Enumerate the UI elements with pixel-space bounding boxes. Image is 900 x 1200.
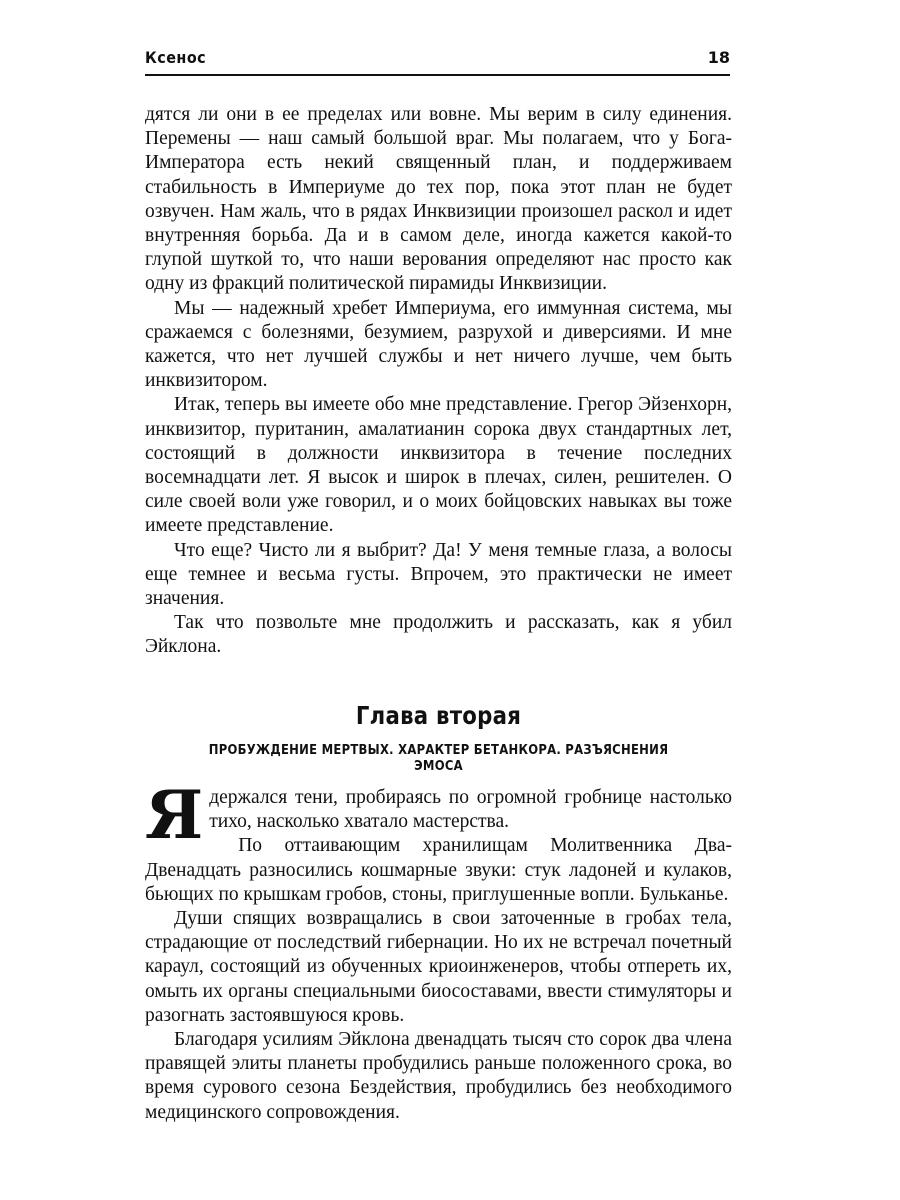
paragraph: Мы — надежный хребет Империума, его иммунная система, мы сражаемся с болезнями, безумием, разрухой и диверсиями. И мне кажется, что нет лучшей службы и нет ничего лучше, чем быть инквизитором. <box>145 297 732 392</box>
running-title: Ксенос <box>145 48 207 67</box>
paragraph: дятся ли они в ее пределах или вовне. Мы верим в силу единения. Перемены — наш самый большой враг. Мы полагаем, что у Бога-Императора есть некий священный план, и поддерживаем стабильность в Империуме до тех пор, пока этот план не будет озвучен. Нам жаль, что в рядах Инквизиции произошел раскол и идет внутренняя борьба. Да и в самом деле, иногда кажется какой-то глупой шуткой то, что наши верования определяют нас просто как одну из фракций политической пирамиды Инквизиции. <box>145 104 732 295</box>
page-header <box>145 44 730 72</box>
chapter-text <box>145 776 732 1125</box>
paragraph: Что еще? Чисто ли я выбрит? Да! У меня темные глаза, а волосы еще темнее и весьма густы. Впрочем, это практически не имеет значения. <box>145 539 732 610</box>
header-rule <box>145 74 730 76</box>
paragraph: Итак, теперь вы имеете обо мне представление. Грегор Эйзенхорн, инквизитор, пуританин, амалатианин сорока двух стандартных лет, состоящий в должности инквизитора в течение последних восемнадцати лет. Я высок и широк в плечах, силен, решителен. О силе своей воли уже говорил, и о моих бойцовских навыках вы тоже имеете представление. <box>145 394 732 537</box>
paragraph: По оттаивающим хранилищам Молитвенника Два-Двенадцать разносились кошмарные звуки: стук ладоней и кулаков, бьющих по крышкам гробов, стоны, приглушенные вопли. Бульканье. <box>145 835 732 905</box>
paragraph: Благодаря усилиям Эйклона двенадцать тысяч сто сорок два члена правящей элиты планеты пробудились раньше положенного срока, во время сурового сезона Бездействия, пробудились без необходимого медицинского сопровождения. <box>145 1029 732 1123</box>
page-number: 18 <box>707 48 730 67</box>
section-text <box>145 103 732 660</box>
chapter-first-paragraph <box>145 776 732 854</box>
first-paragraph-text: держался тени, пробираясь по огромной гробнице настолько тихо, насколько хватало мастерства. <box>209 787 732 833</box>
paragraph: Так что позвольте мне продолжить и рассказать, как я убил Эйклона. <box>145 612 732 658</box>
chapter-subtitle: ПРОБУЖДЕНИЕ МЕРТВЫХ. ХАРАКТЕР БЕТАНКОРА. РАЗЪЯСНЕНИЯ ЭМОСА <box>208 742 669 774</box>
drop-cap: Я <box>145 776 204 854</box>
chapter-title: Глава вторая <box>355 701 522 730</box>
paragraph: Души спящих возвращались в свои заточенные в гробах тела, страдающие от последствий гибернации. Но их не встречал почетный караул, состоящий из обученных криоинженеров, чтобы отпереть их, омыть их органы специальными биосоставами, ввести стимуляторы и разогнать застоявшуюся кровь. <box>145 908 732 1026</box>
